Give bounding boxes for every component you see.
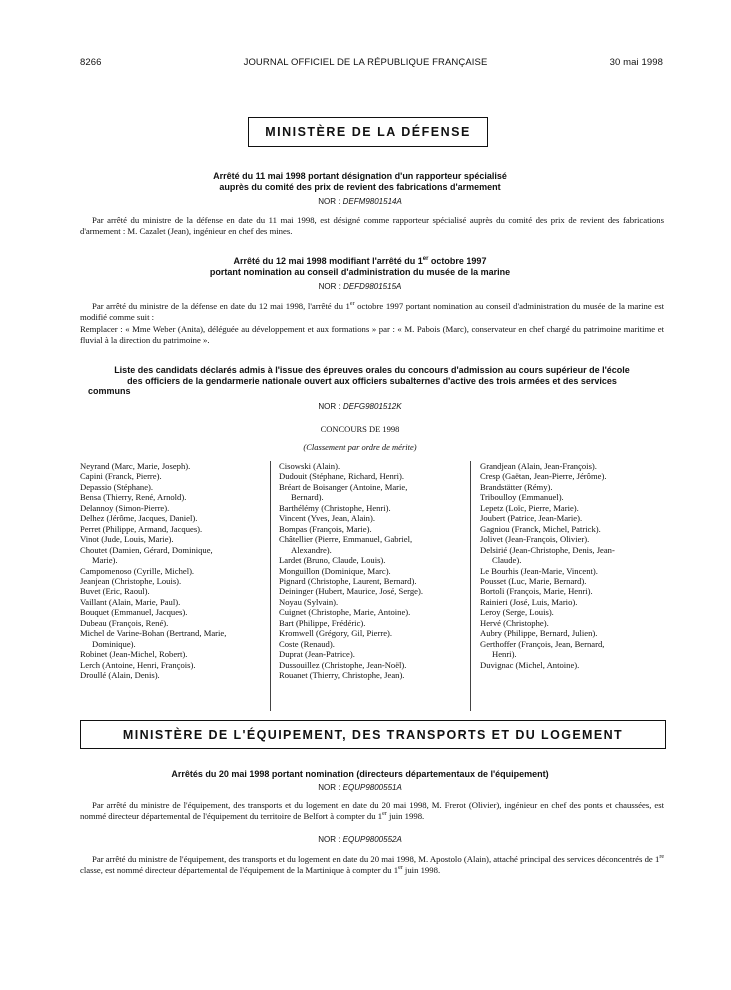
- candidate-entry: Robinet (Jean-Michel, Robert).: [80, 649, 188, 660]
- candidate-entry: Jolivet (Jean-François, Olivier).: [480, 534, 590, 545]
- arrete1-title: [80, 171, 640, 192]
- candidate-entry: Perret (Philippe, Armand, Jacques).: [80, 523, 203, 534]
- candidate-entry: Pousset (Luc, Marie, Bernard).: [480, 575, 587, 586]
- nor-code: DEFM9801514A: [342, 197, 402, 206]
- column-divider: [270, 461, 271, 711]
- candidate-entry: Lardet (Bruno, Claude, Louis).: [279, 555, 386, 566]
- candidate-entry: Bart (Philippe, Frédéric).: [279, 617, 366, 628]
- arretes-text2: [80, 854, 664, 876]
- candidate-entry: Lepetz (Loïc, Pierre, Marie).: [480, 502, 579, 513]
- journal-title: JOURNAL OFFICIEL DE LA RÉPUBLIQUE FRANÇAISE: [243, 57, 488, 68]
- arrete1-nor: [80, 197, 640, 206]
- candidate-entry: Rouanet (Thierry, Christophe, Jean).: [279, 670, 405, 681]
- candidate-entry: Vincent (Yves, Jean, Alain).: [279, 513, 375, 524]
- candidate-entry: Duvignac (Michel, Antoine).: [480, 659, 580, 670]
- candidate-entry: Bouquet (Emmanuel, Jacques).: [80, 607, 188, 618]
- candidate-entry: Bortoli (François, Marie, Henri).: [480, 586, 593, 597]
- nor-code: EQUP9800551A: [342, 783, 402, 792]
- candidate-entry: Brandstätter (Rémy).: [480, 481, 553, 492]
- nor-code: EQUP9800552A: [342, 835, 402, 844]
- arrete2-title-sup: er: [422, 256, 429, 262]
- candidate-entry: Buvet (Eric, Raoul).: [80, 586, 150, 597]
- candidate-entry: Pignard (Christophe, Laurent, Bernard).: [279, 575, 417, 586]
- candidate-entry: Marie).: [92, 555, 118, 566]
- candidate-entry: Bensa (Thierry, René, Arnold).: [80, 492, 187, 503]
- nor-code: DEFG9801512K: [342, 402, 402, 411]
- nor-code: DEFD9801515A: [343, 282, 402, 291]
- candidate-entry: Choutet (Damien, Gérard, Dominique,: [80, 544, 213, 555]
- candidates-column-1: [80, 461, 226, 681]
- candidate-entry: Coste (Renaud).: [279, 638, 335, 649]
- arretes-title: Arrêtés du 20 mai 1998 portant nomination (directeurs départementaux de l'équipement): [171, 769, 549, 779]
- arrete2-text-b: octobre 1997 portant nomination au conseil d'administration du musée de la marine est modifié comme suit :: [80, 301, 664, 322]
- classement-label: (Classement par ordre de mérite): [303, 442, 417, 452]
- text2-a: Par arrêté du ministre de l'équipement, des transports et du logement en date du 20 mai 1998, M. Apostolo (Alain), attaché principal des services déconcentrés de 1: [92, 854, 660, 864]
- arrete1-text: Par arrêté du ministre de la défense en date du 11 mai 1998, est désigné comme rapporteur spécialisé auprès du comité des prix de revient des fabrications d'armement : M. Cazalet (Jean), ingénieur en chef des mines.: [80, 215, 664, 236]
- text2-b: classe, est nommé directeur départemental de l'équipement de la Martinique à compter du 1: [80, 864, 399, 875]
- candidate-entry: Bernard).: [291, 492, 324, 503]
- candidate-entry: Delhez (Jérôme, Jacques, Daniel).: [80, 513, 198, 524]
- candidate-entry: Michel de Varine-Bohan (Bertrand, Marie,: [80, 628, 227, 639]
- liste-nor: [80, 402, 640, 411]
- arretes-nor2: [80, 835, 640, 844]
- arrete2-title: [80, 256, 640, 277]
- liste-title: [80, 365, 664, 397]
- candidate-entry: Châtellier (Pierre, Emmanuel, Gabriel,: [279, 534, 413, 545]
- candidate-entry: Le Bourhis (Jean-Marie, Vincent).: [480, 565, 598, 576]
- nor-label: NOR :: [318, 783, 341, 792]
- text1-a: Par arrêté du ministre de l'équipement, des transports et du logement en date du 20 mai 1998, M. Frerot (Olivier), ingénieur en chef des ponts et chaussées, est nommé directeur départemental de l'équipement du territoire de Belfort à compter du 1: [80, 800, 664, 821]
- candidate-entry: Joubert (Patrice, Jean-Marie).: [480, 513, 583, 524]
- text2-sup1: re: [659, 854, 664, 861]
- candidate-entry: Leroy (Serge, Louis).: [480, 607, 554, 618]
- candidate-entry: Gerthoffer (François, Jean, Bernard,: [480, 638, 605, 649]
- candidate-entry: Henri).: [492, 649, 517, 660]
- candidates-column-2: [279, 461, 423, 681]
- ministry-equipement-title: MINISTÈRE DE L'ÉQUIPEMENT, DES TRANSPORTS ET DU LOGEMENT: [122, 727, 624, 742]
- candidate-entry: Claude).: [492, 555, 522, 566]
- candidate-entry: Hervé (Christophe).: [480, 617, 549, 628]
- arrete2-title-line1: [80, 256, 640, 267]
- liste-title-line1: Liste des candidats déclarés admis à l'issue des épreuves orales du concours d'admission au cours supérieur de l'école: [114, 365, 630, 375]
- candidate-entry: Vaillant (Alain, Marie, Paul).: [80, 596, 181, 607]
- arretes-text1: [80, 800, 664, 822]
- liste-title-line2: des officiers de la gendarmerie nationale ouvert aux officiers subalternes d'active des trois armées et des services: [127, 375, 617, 386]
- candidate-entry: Depassio (Stéphane).: [80, 481, 154, 492]
- candidate-entry: Cisowski (Alain).: [279, 461, 341, 471]
- nor-label: NOR :: [318, 197, 341, 206]
- nor-label: NOR :: [318, 835, 341, 844]
- nor-label: NOR :: [318, 282, 341, 291]
- candidate-entry: Triboulloy (Emmanuel).: [480, 492, 564, 503]
- text1-b: juin 1998.: [386, 810, 425, 821]
- candidate-entry: Duprat (Jean-Patrice).: [279, 649, 355, 660]
- candidate-entry: Cuignet (Christophe, Marie, Antoine).: [279, 607, 411, 618]
- text2-sup2: er: [398, 864, 403, 871]
- arrete2-text-a: Par arrêté du ministre de la défense en date du 12 mai 1998, l'arrêté du 1: [92, 301, 350, 311]
- candidate-entry: Rainieri (José, Luis, Mario).: [480, 596, 578, 607]
- candidate-entry: Delsirié (Jean-Christophe, Denis, Jean-: [480, 544, 615, 555]
- arretes-nor1: [80, 783, 640, 792]
- candidate-entry: Alexandre).: [291, 544, 332, 555]
- candidate-entry: Deininger (Hubert, Maurice, José, Serge).: [279, 586, 423, 597]
- concours-label: CONCOURS DE 1998: [320, 424, 400, 434]
- page-number: 8266: [80, 57, 102, 68]
- arrete1-title-line1: Arrêté du 11 mai 1998 portant désignation d'un rapporteur spécialisé: [213, 171, 507, 181]
- liste-title-line3: communs: [88, 386, 131, 396]
- candidate-entry: Delannoy (Simon-Pierre).: [80, 502, 170, 513]
- candidate-entry: Monguillon (Dominique, Marc).: [279, 565, 391, 576]
- ministry-defense-box: [248, 117, 488, 147]
- candidate-entry: Gagniou (Franck, Michel, Patrick).: [480, 523, 601, 534]
- candidates-column-3: [480, 461, 615, 670]
- ministry-defense-title: MINISTÈRE DE LA DÉFENSE: [265, 125, 471, 139]
- candidate-entry: Cresp (Gaëtan, Jean-Pierre, Jérôme).: [480, 471, 607, 482]
- candidate-entry: Bréart de Boisanger (Antoine, Marie,: [279, 481, 408, 492]
- candidate-entry: Kromwell (Grégory, Gil, Pierre).: [279, 628, 393, 639]
- ministry-equipement-box: [80, 720, 666, 749]
- candidate-entry: Jeanjean (Christophe, Louis).: [80, 575, 182, 586]
- text2-c: juin 1998.: [402, 864, 441, 875]
- candidate-entry: Capini (Franck, Pierre).: [80, 471, 162, 482]
- arrete2-title-b: octobre 1997: [428, 256, 487, 266]
- candidate-entry: Noyau (Sylvain).: [279, 596, 339, 607]
- candidate-entry: Dudouit (Stéphane, Richard, Henri).: [279, 471, 405, 482]
- issue-date: 30 mai 1998: [609, 57, 663, 68]
- arrete2-text: [80, 301, 664, 323]
- candidate-entry: Barthélémy (Christophe, Henri).: [279, 502, 391, 513]
- arrete1-title-line2: auprès du comité des prix de revient des fabrications d'armement: [219, 181, 501, 192]
- arrete2-title-a: Arrêté du 12 mai 1998 modifiant l'arrêté du 1: [233, 256, 423, 266]
- arrete2-title-line2: portant nomination au conseil d'administration du musée de la marine: [209, 266, 511, 277]
- candidate-entry: Campomenoso (Cyrille, Michel).: [80, 565, 195, 576]
- column-divider: [470, 461, 471, 711]
- candidate-entry: Dominique).: [92, 638, 136, 649]
- candidate-entry: Bompas (François, Marie).: [279, 523, 372, 534]
- candidate-entry: Dubeau (François, René).: [80, 617, 169, 628]
- text1-sup: er: [382, 810, 387, 817]
- candidate-entry: Grandjean (Alain, Jean-François).: [480, 461, 597, 471]
- candidate-entry: Aubry (Philippe, Bernard, Julien).: [480, 628, 598, 639]
- candidate-entry: Droullé (Alain, Denis).: [80, 670, 160, 681]
- nor-label: NOR :: [318, 402, 341, 411]
- arrete2-text2: Remplacer : « Mme Weber (Anita), déléguée au développement et aux formations » par : « M. Pabois (Marc), conservateur en chef chargé du patrimoine maritime et fluvial à la direction du patrimoine ».: [80, 324, 664, 345]
- candidate-entry: Neyrand (Marc, Marie, Joseph).: [80, 461, 191, 471]
- candidate-entry: Dussouillez (Christophe, Jean-Noël).: [279, 659, 407, 670]
- candidate-entry: Lerch (Antoine, Henri, François).: [80, 659, 196, 670]
- candidate-entry: Vinot (Jude, Louis, Marie).: [80, 534, 174, 545]
- arrete2-text-sup: er: [349, 301, 355, 308]
- arrete2-nor: [80, 282, 640, 291]
